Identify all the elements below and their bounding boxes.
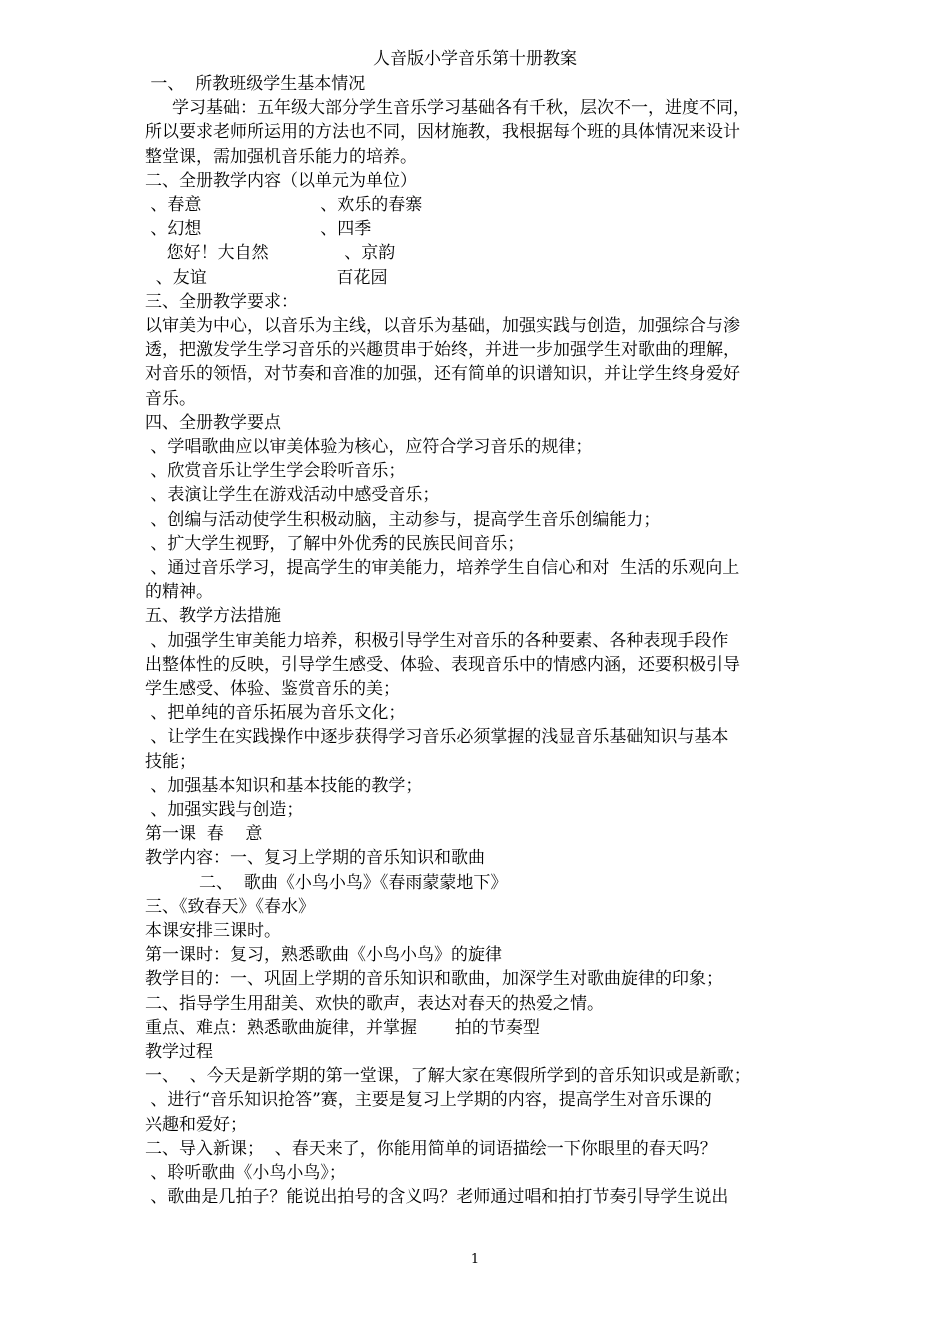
text-line: 二、导入新课； 、春天来了，你能用简单的词语描绘一下你眼里的春天吗？ <box>145 1139 717 1159</box>
text-line: 本课安排三课时。 <box>145 921 281 941</box>
text-line: 一、 、今天是新学期的第一堂课，了解大家在寒假所学到的音乐知识或是新歌； <box>145 1066 751 1086</box>
text-line: 一、 所教班级学生基本情况 <box>145 74 366 94</box>
text-line: 、通过音乐学习，提高学生的审美能力，培养学生自信心和对 生活的乐观向上 <box>145 558 740 578</box>
text-line: 、让学生在实践操作中逐步获得学习音乐必须掌握的浅显音乐基础知识与基本 <box>145 727 729 747</box>
text-line: 二、 歌曲《小鸟小鸟》《春雨蒙蒙地下》 <box>145 873 508 893</box>
text-line: 二、全册教学内容（以单元为单位） <box>145 171 417 191</box>
text-line: 、创编与活动使学生积极动脑，主动参与，提高学生音乐创编能力； <box>145 510 661 530</box>
text-line: 、扩大学生视野，了解中外优秀的民族民间音乐； <box>145 534 525 554</box>
text-line: 音乐。 <box>145 389 196 409</box>
text-line: 三、《致春天》《春水》 <box>145 897 315 917</box>
text-line: 透，把激发学生学习音乐的兴趣贯串于始终，并进一步加强学生对歌曲的理解， <box>145 340 740 360</box>
page-number: 1 <box>470 1252 480 1267</box>
text-line: 、进行“音乐知识抢答”赛，主要是复习上学期的内容，提高学生对音乐课的 <box>145 1090 712 1110</box>
text-line: 、表演让学生在游戏活动中感受音乐； <box>145 485 440 505</box>
text-line: 第一课 春 意 <box>145 824 263 844</box>
text-line: 、加强学生审美能力培养，积极引导学生对音乐的各种要素、各种表现手段作 <box>145 631 729 651</box>
text-line: 、把单纯的音乐拓展为音乐文化； <box>145 703 406 723</box>
text-line: 学生感受、体验、鉴赏音乐的美； <box>145 679 400 699</box>
text-line: 、欣赏音乐让学生学会聆听音乐； <box>145 461 406 481</box>
text-line: 对音乐的领悟，对节奏和音准的加强，还有简单的识谱知识，并让学生终身爱好 <box>145 364 740 384</box>
text-line: 教学过程 <box>145 1042 213 1062</box>
text-line: 二、指导学生用甜美、欢快的歌声，表达对春天的热爱之情。 <box>145 994 604 1014</box>
text-line: 第一课时：复习，熟悉歌曲《小鸟小鸟》的旋律 <box>145 945 502 965</box>
text-line: 教学内容：一、复习上学期的音乐知识和歌曲 <box>145 848 485 868</box>
document-title: 人音版小学音乐第十册教案 <box>373 49 577 69</box>
text-line: 的精神。 <box>145 582 213 602</box>
text-line: 您好！大自然 、京韵 <box>145 243 396 263</box>
text-line: 整堂课，需加强机音乐能力的培养。 <box>145 147 417 167</box>
text-line: 重点、难点：熟悉歌曲旋律，并掌握 拍的节奏型 <box>145 1018 540 1038</box>
text-line: 、聆听歌曲《小鸟小鸟》； <box>145 1163 346 1183</box>
text-line: 出整体性的反映，引导学生感受、体验、表现音乐中的情感内涵，还要积极引导 <box>145 655 740 675</box>
text-line: 、加强基本知识和基本技能的教学； <box>145 776 423 796</box>
text-line: 三、全册教学要求： <box>145 292 298 312</box>
text-line: 学习基础：五年级大部分学生音乐学习基础各有千秋，层次不一，进度不同， <box>145 98 751 118</box>
text-line: 、友谊 百花园 <box>145 268 388 288</box>
text-line: 、歌曲是几拍子？能说出拍号的含义吗？老师通过唱和拍打节奏引导学生说出 <box>145 1187 729 1207</box>
text-line: 四、全册教学要点 <box>145 413 281 433</box>
text-line: 、春意 、欢乐的春寨 <box>145 195 423 215</box>
text-line: 兴趣和爱好； <box>145 1115 247 1135</box>
text-line: 、加强实践与创造； <box>145 800 304 820</box>
text-line: 技能； <box>145 752 196 772</box>
text-line: 以审美为中心，以音乐为主线，以音乐为基础，加强实践与创造，加强综合与渗 <box>145 316 740 336</box>
text-line: 五、教学方法措施 <box>145 606 281 626</box>
text-line: 、幻想 、四季 <box>145 219 372 239</box>
text-line: 所以要求老师所运用的方法也不同，因材施教，我根据每个班的具体情况来设计 <box>145 122 740 142</box>
text-line: 教学目的：一、巩固上学期的音乐知识和歌曲，加深学生对歌曲旋律的印象； <box>145 969 723 989</box>
text-line: 、学唱歌曲应以审美体验为核心，应符合学习音乐的规律； <box>145 437 593 457</box>
